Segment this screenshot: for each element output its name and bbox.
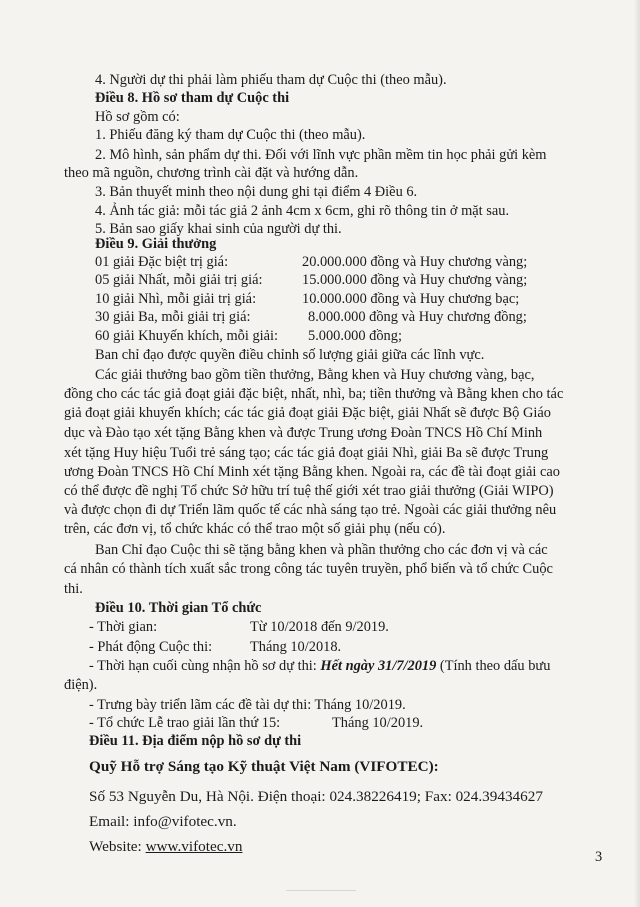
schedule-exhibition: - Trưng bày triển lãm các đề tài dự thi: Tháng 10/2019.	[89, 697, 406, 713]
deadline-prefix: - Thời hạn cuối cùng nhận hồ sơ dự thi:	[89, 658, 321, 674]
article-11-heading: Điều 11. Địa điểm nộp hồ sơ dự thi	[89, 733, 302, 749]
dossier-intro: Hồ sơ gồm có:	[95, 109, 180, 125]
prize-label: 30 giải Ba, mỗi giải trị giá:	[95, 309, 251, 325]
dossier-item-4: 4. Ảnh tác giả: mỗi tác giả 2 ảnh 4cm x 6cm, ghi rõ thông tin ở mặt sau.	[95, 203, 510, 219]
body-line: đồng cho các tác giả đoạt giải đặc biệt, nhất, nhì, ba; tiền thưởng và Bằng khen cho tác	[64, 386, 564, 402]
prize-label: 01 giải Đặc biệt trị giá:	[95, 254, 229, 270]
schedule-time-value: Từ 10/2018 đến 9/2019.	[250, 619, 389, 635]
prize-value: 15.000.000 đồng và Huy chương vàng;	[302, 272, 528, 288]
body-line: Ban Chỉ đạo Cuộc thi sẽ tặng bằng khen và phần thưởng cho các đơn vị và các	[95, 542, 548, 558]
body-line: dục và Đào tạo xét tặng Bằng khen và được Trung ương Đoàn TNCS Hồ Chí Minh	[64, 425, 543, 441]
dossier-item-3: 3. Bản thuyết minh theo nội dung ghi tại điểm 4 Điều 6.	[95, 184, 418, 200]
body-line: giả đoạt giải khuyến khích; các tác giả đoạt giải Đặc biệt, giải Nhất sẽ được Bộ Giáo	[64, 405, 551, 421]
footer-faint-mark	[286, 890, 356, 891]
body-line: Ban chỉ đạo được quyền điều chỉnh số lượng giải giữa các lĩnh vực.	[95, 347, 485, 363]
page-number: 3	[595, 849, 603, 865]
schedule-deadline-cont: điện).	[64, 677, 98, 693]
body-line: và được chọn đi dự Triển lãm quốc tế các nhà sáng tạo trẻ. Ngoài các giải thưởng nêu	[64, 502, 557, 518]
schedule-ceremony-value: Tháng 10/2019.	[332, 715, 424, 731]
body-line: Các giải thưởng bao gồm tiền thưởng, Bằng khen và Huy chương vàng, bạc,	[95, 367, 535, 383]
dossier-item-2: 2. Mô hình, sản phẩm dự thi. Đối với lĩnh vực phần mềm tin học phải gửi kèm	[95, 147, 547, 163]
article-9-heading: Điều 9. Giải thưởng	[95, 236, 217, 252]
dossier-item-1: 1. Phiếu đăng ký tham dự Cuộc thi (theo mẫu).	[95, 127, 366, 143]
schedule-launch-value: Tháng 10/2018.	[250, 639, 342, 655]
organization-address: Số 53 Nguyễn Du, Hà Nội. Điện thoại: 024.38226419; Fax: 024.39434627	[89, 788, 543, 805]
body-line: ương Đoàn TNCS Hồ Chí Minh xét tặng Bằng khen. Ngoài ra, các đề tài đoạt giải cao	[64, 464, 560, 480]
website-link[interactable]: www.vifotec.vn	[145, 838, 243, 855]
prize-label: 05 giải Nhất, mỗi giải trị giá:	[95, 272, 263, 288]
prize-label: 10 giải Nhì, mỗi giải trị giá:	[95, 291, 257, 307]
deadline-date: Hết ngày 31/7/2019	[320, 658, 437, 674]
article-10-heading: Điều 10. Thời gian Tổ chức	[95, 600, 262, 616]
article-8-heading: Điều 8. Hồ sơ tham dự Cuộc thi	[95, 90, 290, 106]
dossier-item-2-cont: theo mã nguồn, chương trình cài đặt và hướng dẫn.	[64, 165, 359, 181]
organization-website	[89, 838, 242, 856]
prize-label: 60 giải Khuyến khích, mỗi giải:	[95, 328, 279, 344]
deadline-suffix: (Tính theo dấu bưu	[436, 658, 551, 674]
body-line: cá nhân có thành tích xuất sắc trong công tác tuyên truyền, phổ biến và tổ chức Cuộc	[64, 561, 553, 577]
body-line: thi.	[64, 581, 83, 597]
website-label: Website:	[89, 838, 146, 855]
page-edge-shadow	[634, 0, 640, 907]
schedule-time-label: - Thời gian:	[89, 619, 158, 635]
schedule-ceremony-label: - Tổ chức Lễ trao giải lần thứ 15:	[89, 715, 281, 731]
dossier-item-5: 5. Bản sao giấy khai sinh của người dự thi.	[95, 221, 342, 237]
body-line: xét tặng Huy hiệu Tuổi trẻ sáng tạo; các tác giả đoạt giải Nhì, giải Ba sẽ được Trung	[64, 445, 549, 461]
prize-value: 10.000.000 đồng và Huy chương bạc;	[302, 291, 520, 307]
schedule-deadline	[89, 657, 550, 675]
prize-value: 8.000.000 đồng và Huy chương đồng;	[308, 309, 527, 325]
item-4-form: 4. Người dự thi phải làm phiếu tham dự Cuộc thi (theo mẫu).	[95, 72, 447, 88]
schedule-launch-label: - Phát động Cuộc thi:	[89, 639, 213, 655]
organization-name: Quỹ Hỗ trợ Sáng tạo Kỹ thuật Việt Nam (VIFOTEC):	[89, 758, 439, 775]
prize-value: 20.000.000 đồng và Huy chương vàng;	[302, 254, 528, 270]
organization-email: Email: info@vifotec.vn.	[89, 813, 237, 830]
body-line: có thể được đề nghị Tổ chức Sở hữu trí tuệ thế giới xét trao giải thưởng (Giải WIPO)	[64, 483, 554, 499]
prize-value: 5.000.000 đồng;	[308, 328, 402, 344]
body-line: trên, các đơn vị, tổ chức khác có thể trao một số giải phụ (nếu có).	[64, 521, 446, 537]
